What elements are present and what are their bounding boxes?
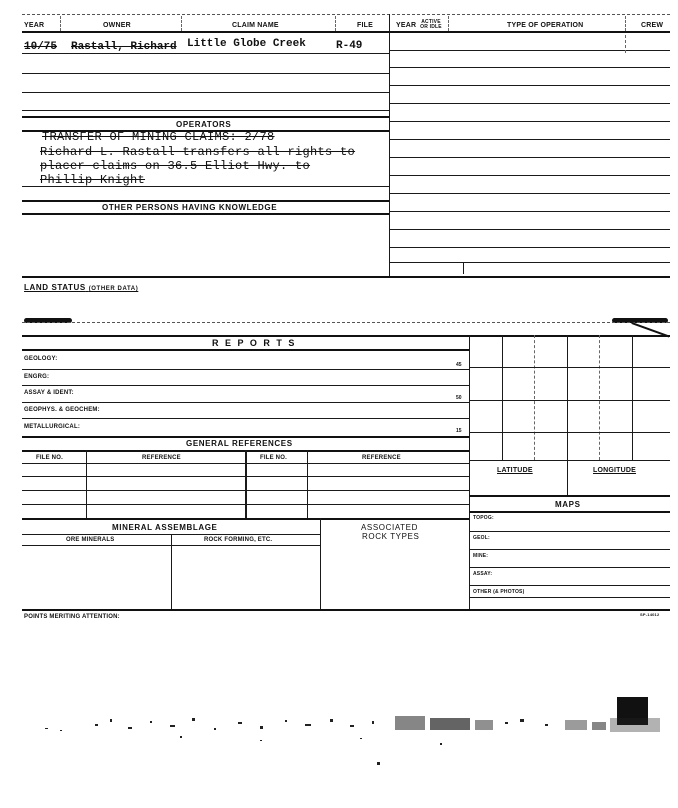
grid-col-4 xyxy=(599,335,600,460)
right-row-line-13 xyxy=(389,262,670,263)
mineral-divider xyxy=(320,518,321,609)
report-metallurgical-num: 15 xyxy=(456,428,462,434)
right-column-tick xyxy=(625,35,626,53)
latitude-label: LATITUDE xyxy=(497,467,533,474)
right-row-line-1 xyxy=(389,50,670,51)
operators-top-line xyxy=(22,116,389,118)
header-tick-1 xyxy=(60,16,61,31)
header-crew: CREW xyxy=(641,22,664,29)
right-row-line-5 xyxy=(389,121,670,122)
right-row-line-8 xyxy=(389,175,670,176)
report-assay-ident: ASSAY & IDENT: xyxy=(24,390,74,396)
longitude-label: LONGITUDE xyxy=(593,467,637,474)
map-topog: TOPOG: xyxy=(473,515,494,521)
maps-title: MAPS xyxy=(555,500,581,509)
right-row-line-11 xyxy=(389,229,670,230)
operators-line-4: Phillip Knight xyxy=(40,173,146,187)
mineral-rock-forming: ROCK FORMING, ETC. xyxy=(204,537,273,543)
header-tick-4 xyxy=(448,16,449,31)
header-year: YEAR xyxy=(24,22,45,29)
owner-row-line-2 xyxy=(22,73,389,74)
operators-line-3: placer claims on 36.5 Elliot Hwy. to xyxy=(40,159,311,173)
mineral-title: MINERAL ASSEMBLAGE xyxy=(112,523,218,532)
header-tick-5 xyxy=(625,16,626,31)
ref-col-file-no: FILE NO. xyxy=(36,455,63,461)
reports-top-line xyxy=(22,335,670,337)
operators-line-1: TRANSFER OF MINING CLAIMS: 2/78 xyxy=(42,130,275,144)
grid-row-1 xyxy=(469,367,670,368)
entry-file: R-49 xyxy=(336,40,363,52)
owner-row-line-1 xyxy=(22,53,389,54)
map-geol: GEOL: xyxy=(473,535,490,541)
ref-col-reference: REFERENCE xyxy=(142,455,181,461)
ref-header-underline xyxy=(22,463,469,464)
right-row-line-3 xyxy=(389,85,670,86)
grid-col-5 xyxy=(632,335,633,460)
grid-col-1 xyxy=(502,335,503,460)
map-line-1 xyxy=(469,531,670,532)
right-row-line-2 xyxy=(389,67,670,68)
land-status-title xyxy=(24,283,138,292)
general-references-top-line xyxy=(22,436,469,438)
header-tick-3 xyxy=(335,16,336,31)
owner-row-line-4 xyxy=(22,110,389,111)
header-claim-name: CLAIM NAME xyxy=(232,22,279,29)
ref-divider-2 xyxy=(245,450,247,518)
report-assay-num: 50 xyxy=(456,395,462,401)
reports-title: R E P O R T S xyxy=(212,338,297,348)
header-type-of-operation: TYPE OF OPERATION xyxy=(507,22,584,29)
footer-top-line xyxy=(22,609,670,611)
grid-row-4 xyxy=(469,460,670,461)
header-underline xyxy=(22,31,670,33)
maps-title-underline xyxy=(469,511,670,513)
report-engrg: ENGRG: xyxy=(24,374,50,380)
right-row-line-9 xyxy=(389,193,670,194)
report-line-3 xyxy=(22,402,469,403)
associated-label: ASSOCIATED xyxy=(361,523,418,532)
report-line-4 xyxy=(22,418,469,419)
ref-row-line-1 xyxy=(22,476,469,477)
grid-row-3 xyxy=(469,432,670,433)
right-short-tick xyxy=(463,262,464,274)
entry-claim-name: Little Globe Creek xyxy=(187,38,306,50)
other-persons-title: OTHER PERSONS HAVING KNOWLEDGE xyxy=(102,203,278,212)
land-status-sub: (OTHER DATA) xyxy=(88,286,139,292)
right-row-line-6 xyxy=(389,139,670,140)
report-metallurgical: METALLURGICAL: xyxy=(24,424,81,430)
map-mine: MINE: xyxy=(473,553,489,559)
header-tick-2 xyxy=(181,16,182,31)
entry-owner: Rastall, Richard xyxy=(71,41,177,53)
entry-year: 10/75 xyxy=(24,41,58,53)
header-file: FILE xyxy=(357,22,373,29)
mineral-ore: ORE MINERALS xyxy=(66,537,115,543)
reports-title-underline xyxy=(22,349,469,351)
ref-divider-1 xyxy=(86,450,87,518)
land-status-top-line xyxy=(22,276,670,278)
map-other: OTHER (& PHOTOS) xyxy=(473,589,525,595)
top-edge-line xyxy=(22,14,670,15)
ref-col-reference-2: REFERENCE xyxy=(362,455,401,461)
header-year-right: YEAR xyxy=(396,22,417,29)
grid-col-3 xyxy=(567,335,568,495)
land-status-bottom-line xyxy=(22,322,670,323)
header-owner: OWNER xyxy=(103,22,131,29)
maps-top-line xyxy=(469,495,670,497)
scan-noise-band xyxy=(0,710,678,770)
right-row-line-12 xyxy=(389,247,670,248)
general-references-title: GENERAL REFERENCES xyxy=(186,439,293,448)
land-status-label: LAND STATUS xyxy=(24,283,86,292)
report-line-2 xyxy=(22,385,469,386)
ref-row-line-3 xyxy=(22,504,469,505)
header-active-or-idle: ACTIVE OR IDLE xyxy=(420,19,442,30)
points-meriting-attention: POINTS MERITING ATTENTION: xyxy=(24,614,120,620)
main-vertical-divider xyxy=(389,14,390,276)
other-persons-underline xyxy=(22,213,389,215)
ref-divider-3 xyxy=(307,450,308,518)
right-row-line-10 xyxy=(389,211,670,212)
rock-types-label: ROCK TYPES xyxy=(362,532,420,541)
report-geophys: GEOPHYS. & GEOCHEM: xyxy=(24,407,100,413)
form-number: SP-14012 xyxy=(640,612,660,617)
ref-row-line-2 xyxy=(22,490,469,491)
operators-line-2: Richard L. Rastall transfers all rights to xyxy=(40,145,356,159)
report-geology-num: 45 xyxy=(456,362,462,368)
operators-title: OPERATORS xyxy=(176,120,232,129)
grid-col-2 xyxy=(534,335,535,460)
map-line-3 xyxy=(469,567,670,568)
map-line-4 xyxy=(469,585,670,586)
owner-row-line-3 xyxy=(22,92,389,93)
other-persons-top-line xyxy=(22,200,389,202)
grid-row-2 xyxy=(469,400,670,401)
map-line-5 xyxy=(469,597,670,598)
mineral-top-line xyxy=(22,518,469,520)
report-geology: GEOLOGY: xyxy=(24,356,58,362)
report-line-1 xyxy=(22,369,469,370)
operators-row-line xyxy=(22,186,389,187)
map-assay: ASSAY: xyxy=(473,571,493,577)
ref-col-file-no-2: FILE NO. xyxy=(260,455,287,461)
mineral-col-divider xyxy=(171,534,172,609)
right-row-line-4 xyxy=(389,103,670,104)
right-row-line-7 xyxy=(389,157,670,158)
map-line-2 xyxy=(469,549,670,550)
